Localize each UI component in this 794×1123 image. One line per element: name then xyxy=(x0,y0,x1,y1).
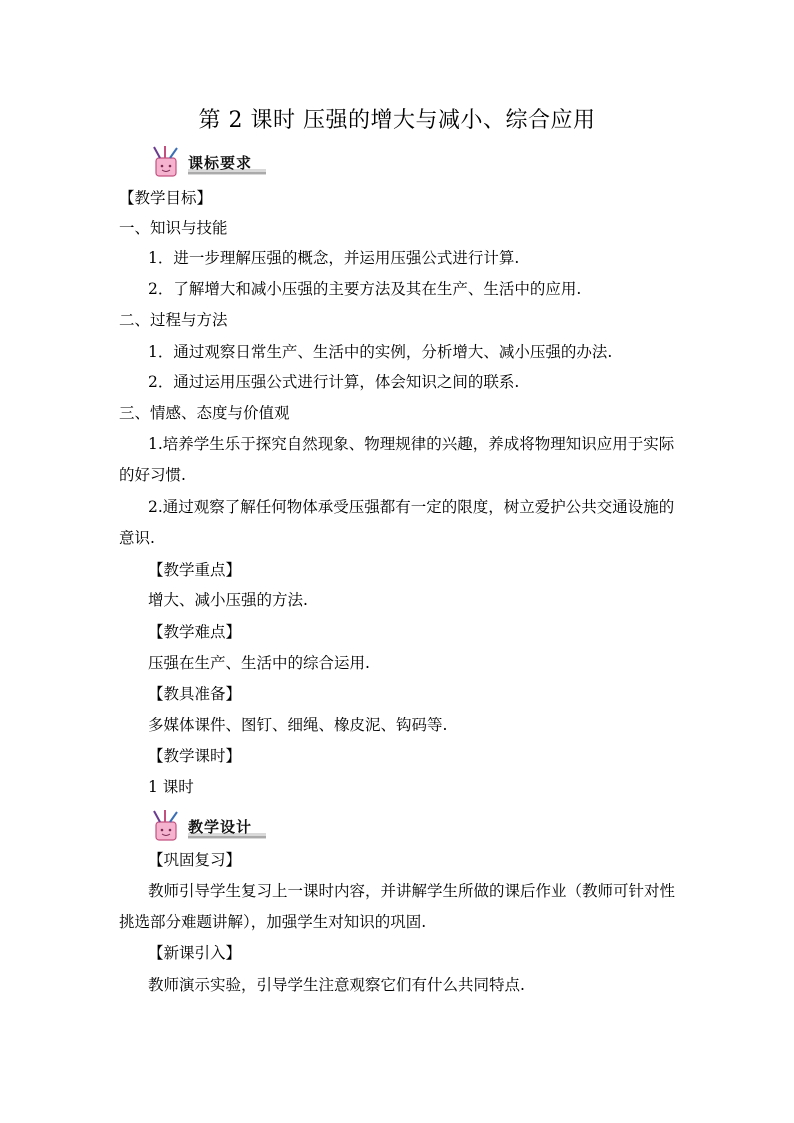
subheading-attitude: 三、情感、态度与价值观 xyxy=(119,404,290,422)
key-points-text: 增大、减小压强的方法. xyxy=(148,591,308,609)
section-badge-requirements xyxy=(148,146,270,178)
heading-intro: 【新课引入】 xyxy=(148,944,242,962)
objective-item: 2．了解增大和减小压强的主要方法及其在生产、生活中的应用. xyxy=(148,280,582,298)
heading-materials: 【教具准备】 xyxy=(148,685,242,703)
materials-text: 多媒体课件、图钉、细绳、橡皮泥、钩码等. xyxy=(148,716,448,734)
heading-objectives: 【教学目标】 xyxy=(119,189,213,207)
heading-key-points: 【教学重点】 xyxy=(148,561,242,579)
review-paragraph: 教师引导学生复习上一课时内容，并讲解学生所做的课后作业（教师可针对性挑选部分难题讲解），加强学生对知识的巩固. xyxy=(119,882,676,931)
objective-paragraph: 2.通过观察了解任何物体承受压强都有一定的限度，树立爱护公共交通设施的意识. xyxy=(119,498,675,547)
heading-difficulties: 【教学难点】 xyxy=(148,623,242,641)
objective-item: 1．通过观察日常生产、生活中的实例，分析增大、减小压强的办法. xyxy=(148,343,613,361)
badge-label: 教学设计 xyxy=(188,818,253,836)
intro-text: 教师演示实验，引导学生注意观察它们有什么共同特点. xyxy=(148,976,525,994)
badge-label: 课标要求 xyxy=(188,154,253,172)
section-badge-design xyxy=(148,810,270,842)
heading-review: 【巩固复习】 xyxy=(148,851,242,869)
objective-item: 2．通过运用压强公式进行计算，体会知识之间的联系. xyxy=(148,373,520,391)
objective-paragraph: 1.培养学生乐于探究自然现象、物理规律的兴趣，养成将物理知识应用于实际的好习惯. xyxy=(119,435,675,484)
page-title: 第 2 课时 压强的增大与减小、综合应用 xyxy=(198,108,596,133)
heading-periods: 【教学课时】 xyxy=(148,747,242,765)
difficulties-text: 压强在生产、生活中的综合运用. xyxy=(148,654,370,672)
subheading-process: 二、过程与方法 xyxy=(119,311,228,329)
subheading-knowledge: 一、知识与技能 xyxy=(119,219,228,237)
objective-item: 1．进一步理解压强的概念，并运用压强公式进行计算. xyxy=(148,249,520,267)
periods-text: 1 课时 xyxy=(148,778,194,796)
